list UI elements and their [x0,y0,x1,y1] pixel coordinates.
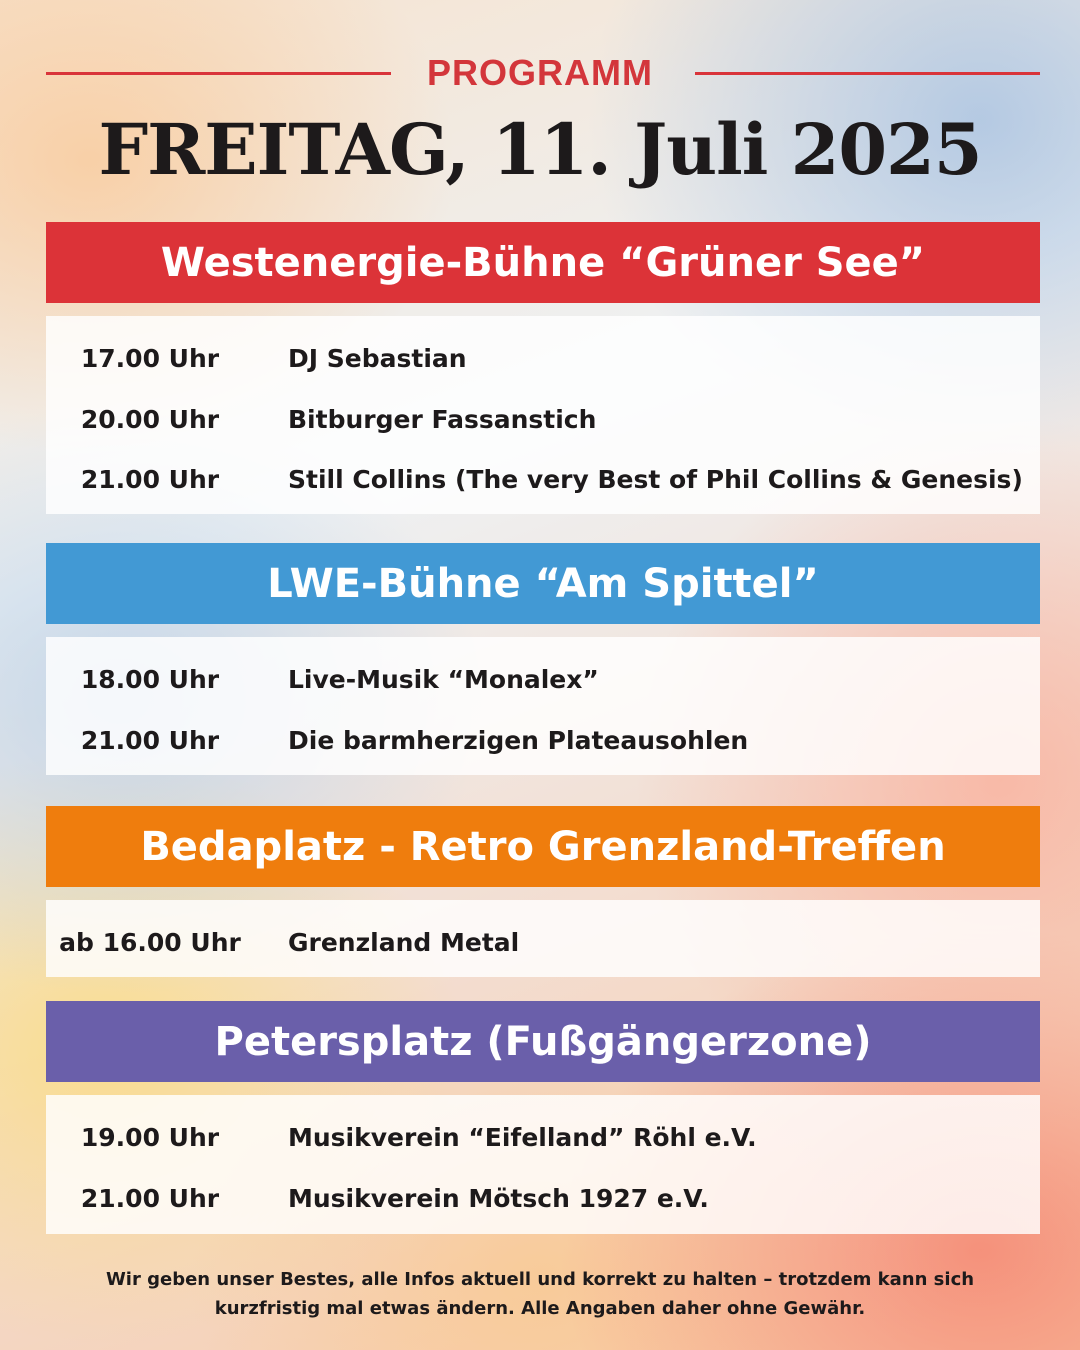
event-act: Musikverein Mötsch 1927 e.V. [288,1183,709,1213]
stage-schedule-petersplatz [46,1095,1040,1234]
event-time: 19.00 Uhr [80,1122,220,1152]
schedule-row [46,399,1040,439]
schedule-row [46,659,1040,699]
stage-schedule-lwe [46,637,1040,775]
schedule-row [46,922,1040,962]
event-act: DJ Sebastian [288,343,467,373]
stage-schedule-westenergie [46,316,1040,514]
schedule-row [46,720,1040,760]
stage-title: LWE-Bühne “Am Spittel” [267,560,819,607]
stage-header-westenergie [46,222,1040,303]
disclaimer-line-2: kurzfristig mal etwas ändern. Alle Angaben daher ohne Gewähr. [214,1298,866,1319]
schedule-row [46,1178,1040,1218]
disclaimer-line-1: Wir geben unser Bestes, alle Infos aktuell und korrekt zu halten – trotzdem kann sich [105,1269,975,1290]
stage-header-bedaplatz [46,806,1040,887]
stage-title: Bedaplatz - Retro Grenzland-Treffen [140,823,946,870]
stage-header-petersplatz [46,1001,1040,1082]
event-act: Live-Musik “Monalex” [288,664,599,694]
stage-schedule-bedaplatz [46,900,1040,977]
event-act: Musikverein “Eifelland” Röhl e.V. [288,1122,757,1152]
event-act: Die barmherzigen Plateausohlen [288,725,749,755]
disclaimer [0,1265,1080,1323]
event-act: Still Collins (The very Best of Phil Collins & Genesis) [288,464,1023,494]
event-time: 20.00 Uhr [80,404,220,434]
event-time: 18.00 Uhr [80,664,220,694]
programm-label: PROGRAMM [427,52,653,93]
stage-header-lwe [46,543,1040,624]
event-time: 21.00 Uhr [80,725,220,755]
event-time: 17.00 Uhr [80,343,220,373]
event-time: ab 16.00 Uhr [59,927,241,957]
event-act: Bitburger Fassanstich [288,404,597,434]
page-title-date: FREITAG, 11. Juli 2025 [98,108,982,191]
schedule-row [46,1117,1040,1157]
schedule-row [46,338,1040,378]
event-time: 21.00 Uhr [80,1183,220,1213]
schedule-row [46,459,1040,499]
stage-title: Petersplatz (Fußgängerzone) [214,1018,872,1065]
stage-title: Westenergie-Bühne “Grüner See” [160,239,926,286]
event-act: Grenzland Metal [288,927,520,957]
event-time: 21.00 Uhr [80,464,220,494]
